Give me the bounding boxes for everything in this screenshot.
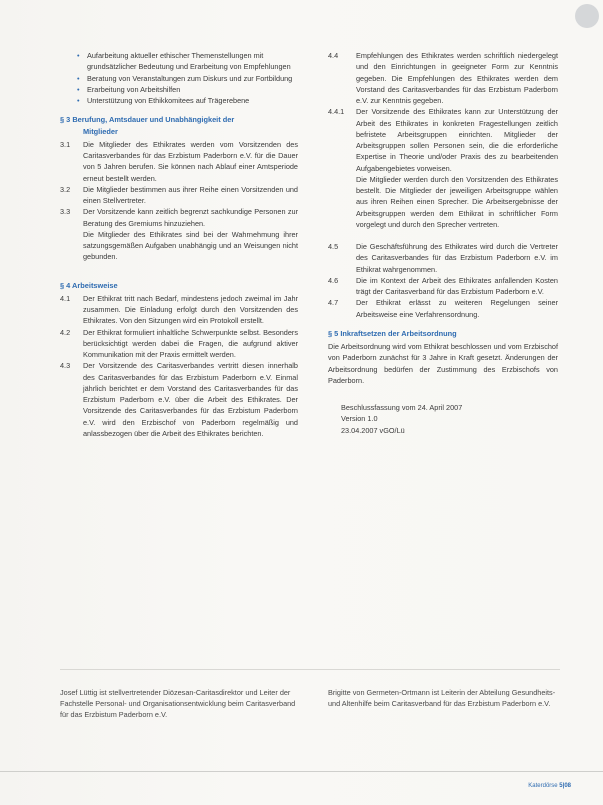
clause-number: 4.7: [328, 298, 339, 308]
clause-3-3: [60, 206, 298, 229]
bullet-item: • Beratung von Veranstaltungen zum Diskurs und zur Fortbildung: [77, 73, 298, 84]
clause-text: Der Vorsitzende des Ethikrates kann zur Unterstützung der Arbeit des Ethikrates in konkreten Fragestellungen zeitlich befristete Arbeitsgruppen einrichten. Mitglieder der Arbeitsgruppen sollen Personen sein, die die erforderliche Expertise in Theorie und/oder Praxis des zu bearbeitenden Aufgabengebietes vorweisen.: [356, 107, 558, 173]
clause-4-2: [60, 327, 298, 361]
clause-number: 3.3: [60, 207, 71, 217]
clause-4-7: [328, 297, 558, 320]
clause-number: 3.2: [60, 184, 71, 194]
clause-text: Die Geschäftsführung des Ethikrates wird durch die Vertreter des Caritasverbandes für das Erzbistum Paderborn e.V. im Ethikrat wahrgenommen.: [356, 242, 558, 274]
clause-number: 4.6: [328, 275, 339, 285]
clause-text: Der Ethikrat formuliert inhaltliche Schwerpunkte selbst. Besonders berücksichtigt werden dabei die Fragen, die aufgrund aktiver Kommunikation mit der Praxis ermittelt werden.: [83, 327, 298, 359]
task-bullet-list: [60, 50, 298, 106]
clause-text: Empfehlungen des Ethikrates werden schriftlich niedergelegt und den Einrichtungen in geeigneter Form zur Kenntnis gegeben. Die Empfehlungen des Ethikrates werden dem Vorstand des Caritasverbandes für das Erzbistum Paderborn e.V. zur Kenntnis gegeben.: [356, 51, 558, 105]
clause-number: 4.5: [328, 242, 339, 251]
clause-number: 4.2: [60, 327, 71, 337]
clause-4-3: [60, 360, 298, 439]
page-footer: [528, 783, 571, 789]
clause-4-4-1: [328, 106, 558, 174]
footer-rule: [0, 771, 603, 772]
version-label: Version 1.0: [341, 414, 378, 424]
resolution-date: Beschlussfassung vom 24. April 2007: [341, 403, 463, 412]
clause-4-6: [328, 275, 558, 298]
footer-brand: Katerdörse: [528, 783, 558, 789]
clause-3-1: [60, 139, 298, 184]
clause-text: Der Vorsitzende kann zeitlich begrenzt sachkundige Personen zur Beratung des Gremiums hinzuziehen.: [83, 207, 298, 228]
clause-4-5: [328, 241, 558, 275]
clause-text: Der Ethikrat tritt nach Bedarf, mindestens jedoch zweimal im Jahr zusammen. Die Einladung erfolgt durch den Vorsitzenden des Ethikrates. Von den Sitzungen wird ein Protokoll erstellt.: [83, 293, 298, 326]
resolution-block: [328, 402, 558, 436]
page-number: 5|08: [559, 783, 571, 789]
clause-number: 4.4.1: [328, 107, 345, 117]
clause-3-2: [60, 184, 298, 207]
author-bio-luettig: Josef Lüttig ist stellvertretender Diözesan-Caritasdirektor und Leiter der Fachstelle Personal- und Organisationsentwicklung beim Caritasverband für das Erzbistum Paderborn e.V.: [60, 688, 296, 720]
section-5-text: Die Arbeitsordnung wird vom Ethikrat beschlossen und vom Erzbischof von Paderborn zunächst für 3 Jahre in Kraft gesetzt. Änderungen der Arbeitsordnung bedürfen der Zustimmung des Erzbischofs von Paderborn.: [328, 342, 558, 385]
left-column: [60, 50, 298, 439]
clause-number: 4.3: [60, 361, 71, 371]
clause-number: 4.1: [60, 293, 71, 303]
right-column: [328, 50, 558, 436]
clause-text: Die Mitglieder bestimmen aus ihrer Reihe einen Vorsitzenden und einen Stellvertreter.: [83, 184, 298, 205]
author-bio-germeten: Brigitte von Germeten-Ortmann ist Leiterin der Abteilung Gesundheits- und Altenhilfe beim Caritasverband für das Erzbistum Paderborn e.V.: [328, 688, 556, 709]
signature-code: 23.04.2007 vGO/Lü: [341, 425, 405, 435]
clause-text: Der Vorsitzende des Caritasverbandes vertritt diesen innerhalb des Caritasverbandes für das Erzbistum Paderborn e.V. Einmal jährlich berichtet er dem Vorstand des Caritasverbandes für das Erzbistum Paderborn e.V. über die Arbeit des Ethikrates. Der Vorsitzende des Caritasverbandes für das Erzbistum Paderborn e.V. wird den Erzbischof von Paderborn regelmäßig und anlassbezogen über die Arbeit des Ethikrates berichten.: [83, 361, 298, 438]
section-5-heading: § 5 Inkraftsetzen der Arbeitsordnung: [328, 328, 457, 338]
clause-number: 3.1: [60, 139, 71, 149]
clause-number: 4.4: [328, 51, 339, 60]
clause-text: Der Ethikrat erlässt zu weiteren Regelungen seiner Arbeitsweise eine Verfahrensordnung.: [356, 298, 558, 319]
section-3-heading-line1: § 3 Berufung, Amtsdauer und Unabhängigkeit der: [60, 115, 235, 125]
bullet-item: • Erarbeitung von Arbeitshilfen: [77, 84, 298, 95]
clause-4-4-1-paragraph: Die Mitglieder werden durch den Vorsitzenden des Ethikrates bestellt. Die Mitglieder der jeweiligen Arbeitsgruppe wählen aus ihren Reihen einen Sprecher. Die Arbeitsergebnisse der Arbeitsgruppen werden dem Ethikrat in schriftlicher Form vorgelegt und durch den Sprecher vertreten.: [356, 174, 558, 229]
clause-text: Die Mitglieder des Ethikrates werden vom Vorsitzenden des Caritasverbandes für das Erzbistum Paderborn e.V. für die Dauer von 5 Jahren berufen. Sie können nach Ablauf einer Amtsperiode erneut bestellt werden.: [83, 139, 298, 183]
section-4-heading: § 4 Arbeitsweise: [60, 280, 118, 290]
bullet-item: • Aufarbeitung aktueller ethischer Themenstellungen mit grundsätzlicher Bedeutung und Erarbeitung von Empfehlungen: [77, 50, 298, 73]
clause-4-4: [328, 50, 558, 106]
clause-text: Die im Kontext der Arbeit des Ethikrates anfallenden Kosten trägt der Caritasverband für das Erzbistum Paderborn e.V.: [356, 275, 558, 296]
bullet-item: • Unterstützung von Ethikkomitees auf Trägerebene: [77, 95, 298, 106]
bio-divider: [60, 669, 560, 670]
section-3-paragraph: Die Mitglieder des Ethikrates sind bei der Wahrnehmung ihrer satzungsgemäßen Aufgaben unabhängig und an Weisungen nicht gebunden.: [83, 229, 298, 262]
page-corner-mark: [575, 4, 599, 28]
section-3-heading: [60, 114, 298, 137]
clause-4-1: [60, 293, 298, 327]
section-3-heading-line2: Mitglieder: [83, 126, 118, 136]
